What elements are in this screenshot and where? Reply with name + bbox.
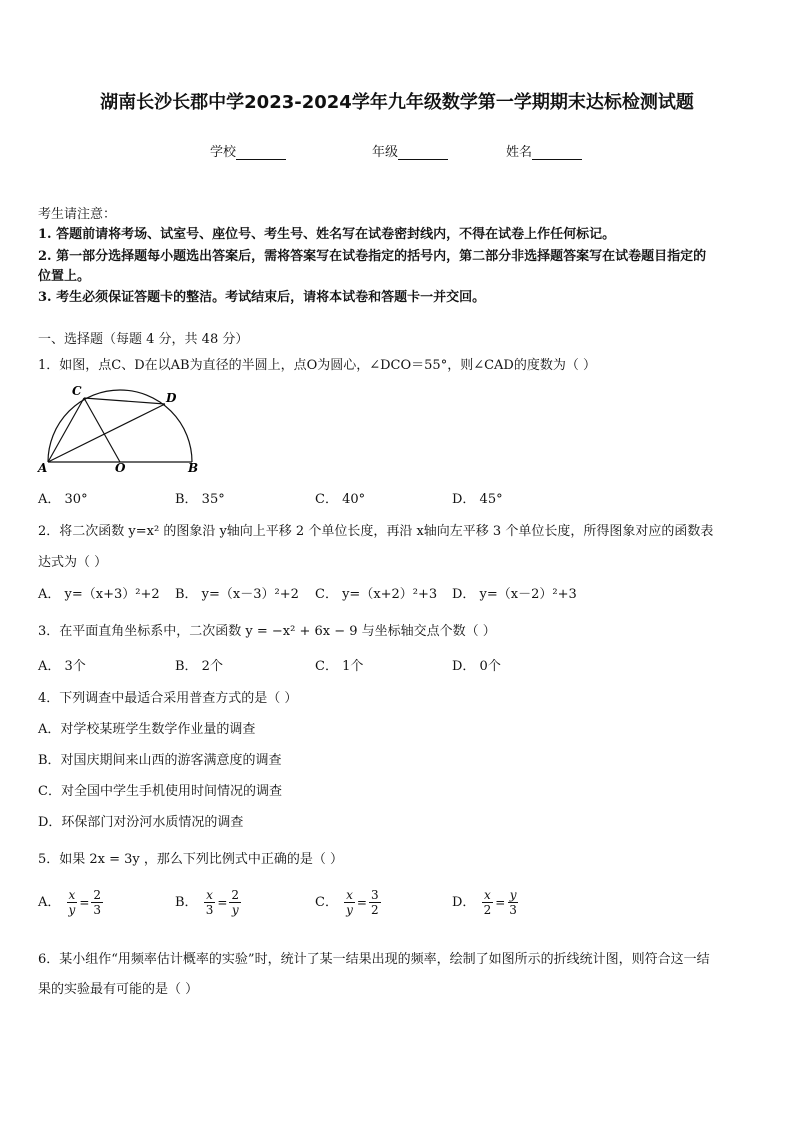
question-2-text-cont: 达式为（ ） <box>38 555 108 570</box>
fraction-right: $\frac{2}{3}$ <box>93 888 102 917</box>
q5-option-b: B． $\frac{x}{3}$ = $\frac{2}{y}$ <box>175 888 240 917</box>
fraction-left: $\frac{x}{y}$ <box>346 888 353 917</box>
question-1-text: 1．如图，点C、D在以AB为直径的半圆上，点O为圆心，∠DCO＝55°，则∠CAD的度数为（ ） <box>38 358 596 373</box>
q4-option-c: C．对全国中学生手机使用时间情况的调查 <box>38 784 282 799</box>
label-d: D <box>166 391 177 405</box>
notice-item-2: 2. 第一部分选择题每小题选出答案后，需将答案写在试卷指定的括号内，第二部分非选择题答案写在试卷题目指定的 <box>38 249 707 264</box>
q3-option-a: A． 3个 <box>38 659 86 674</box>
name-blank <box>532 146 582 160</box>
q3-option-c: C． 1个 <box>315 659 364 674</box>
q1-option-b: B． 35° <box>175 492 225 507</box>
grade-field <box>372 141 448 160</box>
q4-option-a: A．对学校某班学生数学作业量的调查 <box>38 722 256 737</box>
q2-option-b: B． y=（x－3）²+2 <box>175 587 299 602</box>
school-blank <box>236 146 286 160</box>
notice-heading: 考生请注意： <box>38 207 117 222</box>
question-5-text: 5．如果 2x = 3y ，那么下列比例式中正确的是（ ） <box>38 852 344 867</box>
grade-blank <box>398 146 448 160</box>
question-6-text: 6．某小组作“用频率估计概率的实验”时，统计了某一结果出现的频率，绘制了如图所示的折线统计图，则符合这一结 <box>38 952 710 967</box>
school-label: 学校 <box>210 145 237 160</box>
fraction-left: $\frac{x}{3}$ <box>205 888 214 917</box>
fraction-right: $\frac{2}{y}$ <box>231 888 240 917</box>
fraction-right: $\frac{y}{3}$ <box>509 888 517 917</box>
q3-option-b: B． 2个 <box>175 659 223 674</box>
notice-item-3: 3. 考生必须保证答题卡的整洁。考试结束后，请将本试卷和答题卡一并交回。 <box>38 290 486 305</box>
notice-item-2-cont: 位置上。 <box>38 269 91 284</box>
name-label: 姓名 <box>506 145 533 160</box>
label-a: A <box>38 461 48 475</box>
fraction-left: $\frac{x}{y}$ <box>68 888 76 917</box>
q5-option-d: D． $\frac{x}{2}$ = $\frac{y}{3}$ <box>452 888 517 917</box>
fraction-right: $\frac{3}{2}$ <box>370 888 379 917</box>
q1-option-c: C． 40° <box>315 492 366 507</box>
question-2-text: 2．将二次函数 y=x² 的图象沿 y轴向上平移 2 个单位长度，再沿 x轴向左平移 3 个单位长度，所得图象对应的函数表 <box>38 524 714 539</box>
section-heading: 一、选择题（每题 4 分，共 48 分） <box>38 332 249 347</box>
label-b: B <box>188 461 199 475</box>
q1-option-a: A． 30° <box>38 492 88 507</box>
label-c: C <box>72 384 82 398</box>
question-6-text-cont: 果的实验最有可能的是（ ） <box>38 982 199 997</box>
q5-option-a: A． $\frac{x}{y}$ = $\frac{2}{3}$ <box>38 888 102 917</box>
question-4-text: 4．下列调查中最适合采用普查方式的是（ ） <box>38 691 298 706</box>
q1-option-d: D． 45° <box>452 492 503 507</box>
q2-option-a: A． y=（x+3）²+2 <box>38 587 160 602</box>
notice-item-1: 1. 答题前请将考场、试室号、座位号、考生号、姓名写在试卷密封线内，不得在试卷上作任何标记。 <box>38 227 616 242</box>
q2-option-c: C． y=（x+2）²+3 <box>315 587 438 602</box>
q2-option-d: D． y=（x－2）²+3 <box>452 587 577 602</box>
q4-option-b: B．对国庆期间来山西的游客满意度的调查 <box>38 753 282 768</box>
school-field <box>210 141 286 160</box>
question-3-text: 3．在平面直角坐标系中，二次函数 y = −x² + 6x − 9 与坐标轴交点个数（ ） <box>38 624 496 639</box>
grade-label: 年级 <box>372 145 399 160</box>
q3-option-d: D． 0个 <box>452 659 501 674</box>
semicircle-figure <box>36 382 216 478</box>
fraction-left: $\frac{x}{2}$ <box>483 888 492 917</box>
page-title: 湖南长沙长郡中学2023-2024学年九年级数学第一学期期末达标检测试题 <box>100 92 694 113</box>
q4-option-d: D．环保部门对汾河水质情况的调查 <box>38 815 244 830</box>
label-o: O <box>115 461 126 475</box>
q5-option-c: C． $\frac{x}{y}$ = $\frac{3}{2}$ <box>315 888 379 917</box>
name-field <box>506 141 582 160</box>
